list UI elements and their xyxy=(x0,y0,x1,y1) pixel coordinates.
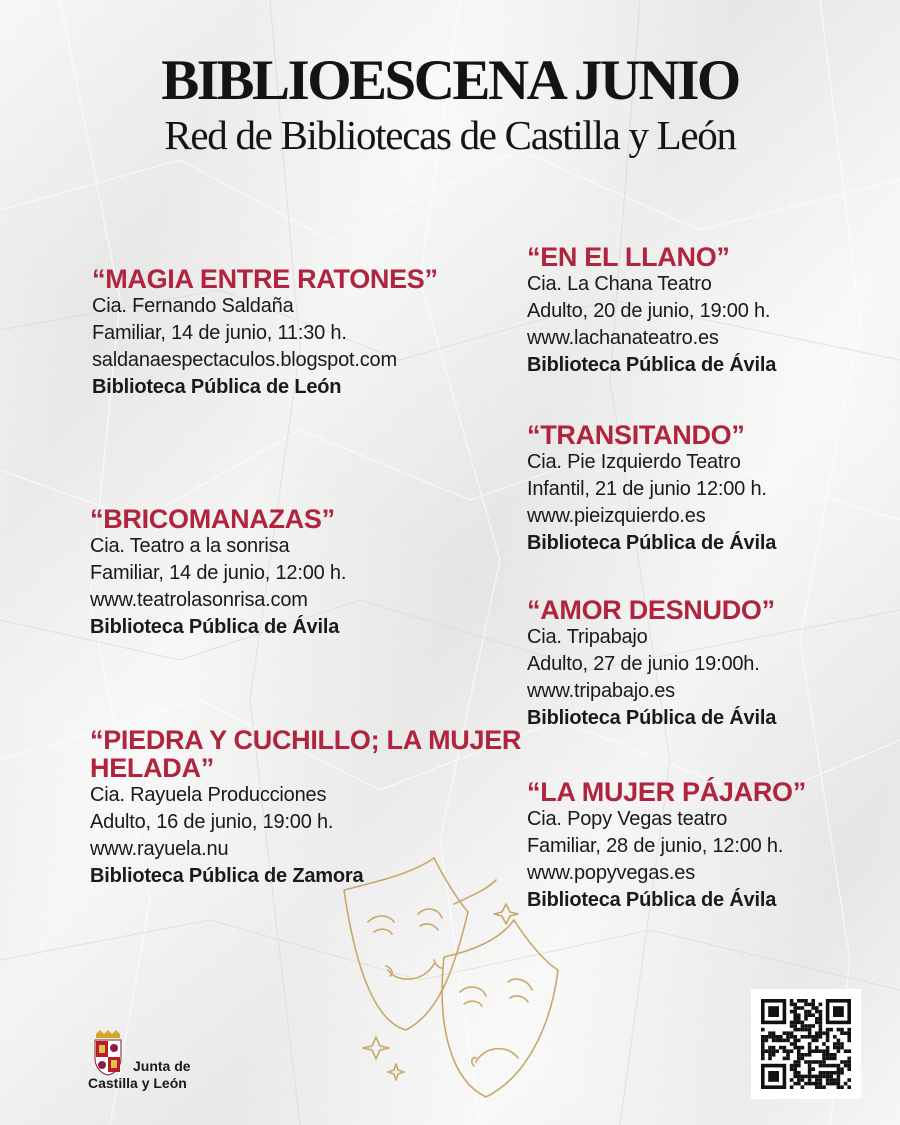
event-en-el-llano xyxy=(527,243,776,379)
event-venue: Biblioteca Pública de Ávila xyxy=(527,889,777,911)
event-details: Familiar, 14 de junio, 11:30 h. xyxy=(92,322,347,344)
event-venue: Biblioteca Pública de Ávila xyxy=(90,616,340,638)
event-company: Cia. Fernando Saldaña xyxy=(92,295,294,317)
logo-line2: Castilla y León xyxy=(88,1075,187,1091)
event-title: “MAGIA ENTRE RATONES” xyxy=(92,264,438,294)
event-title-line1: “PIEDRA Y CUCHILLO; LA MUJER xyxy=(90,725,522,755)
event-title: “LA MUJER PÁJARO” xyxy=(527,777,806,807)
event-web: www.pieizquierdo.es xyxy=(527,505,706,527)
event-company: Cia. Teatro a la sonrisa xyxy=(90,535,290,557)
event-magia-entre-ratones xyxy=(92,265,438,401)
event-web: www.rayuela.nu xyxy=(90,838,229,860)
event-title: “AMOR DESNUDO” xyxy=(527,595,775,625)
event-web: www.tripabajo.es xyxy=(527,680,675,702)
junta-logo-text xyxy=(88,1058,228,1092)
event-details: Adulto, 27 de junio 19:00h. xyxy=(527,653,760,675)
event-venue: Biblioteca Pública de León xyxy=(92,376,342,398)
event-company: Cia. Pie Izquierdo Teatro xyxy=(527,451,741,473)
event-bricomanazas xyxy=(90,505,346,641)
qr-code-icon[interactable] xyxy=(751,989,861,1099)
event-venue: Biblioteca Pública de Ávila xyxy=(527,707,777,729)
event-venue: Biblioteca Pública de Zamora xyxy=(90,865,364,887)
event-la-mujer-pajaro xyxy=(527,778,806,914)
event-venue: Biblioteca Pública de Ávila xyxy=(527,532,777,554)
event-details: Infantil, 21 de junio 12:00 h. xyxy=(527,478,767,500)
event-details: Adulto, 16 de junio, 19:00 h. xyxy=(90,811,334,833)
event-company: Cia. Popy Vegas teatro xyxy=(527,808,728,830)
event-web: www.teatrolasonrisa.com xyxy=(90,589,308,611)
theater-masks-icon xyxy=(336,852,566,1117)
event-amor-desnudo xyxy=(527,596,776,732)
event-web: www.lachanateatro.es xyxy=(527,327,719,349)
event-title: “EN EL LLANO” xyxy=(527,242,730,272)
event-company: Cia. Rayuela Producciones xyxy=(90,784,327,806)
event-details: Adulto, 20 de junio, 19:00 h. xyxy=(527,300,771,322)
event-title: “TRANSITANDO” xyxy=(527,420,745,450)
event-transitando xyxy=(527,421,776,557)
page-subtitle: Red de Bibliotecas de Castilla y León xyxy=(164,112,736,158)
event-venue: Biblioteca Pública de Ávila xyxy=(527,354,777,376)
event-company: Cia. Tripabajo xyxy=(527,626,648,648)
event-web: www.popyvegas.es xyxy=(527,862,696,884)
event-web: saldanaespectaculos.blogspot.com xyxy=(92,349,397,371)
event-company: Cia. La Chana Teatro xyxy=(527,273,712,295)
event-title-line2: HELADA” xyxy=(90,753,214,783)
logo-line1: Junta de xyxy=(133,1058,191,1074)
qr-code-graphic xyxy=(751,989,861,1099)
page-title: BIBLIOESCENA JUNIO xyxy=(161,49,739,112)
event-details: Familiar, 28 de junio, 12:00 h. xyxy=(527,835,784,857)
event-details: Familiar, 14 de junio, 12:00 h. xyxy=(90,562,347,584)
event-title: “BRICOMANAZAS” xyxy=(90,504,335,534)
